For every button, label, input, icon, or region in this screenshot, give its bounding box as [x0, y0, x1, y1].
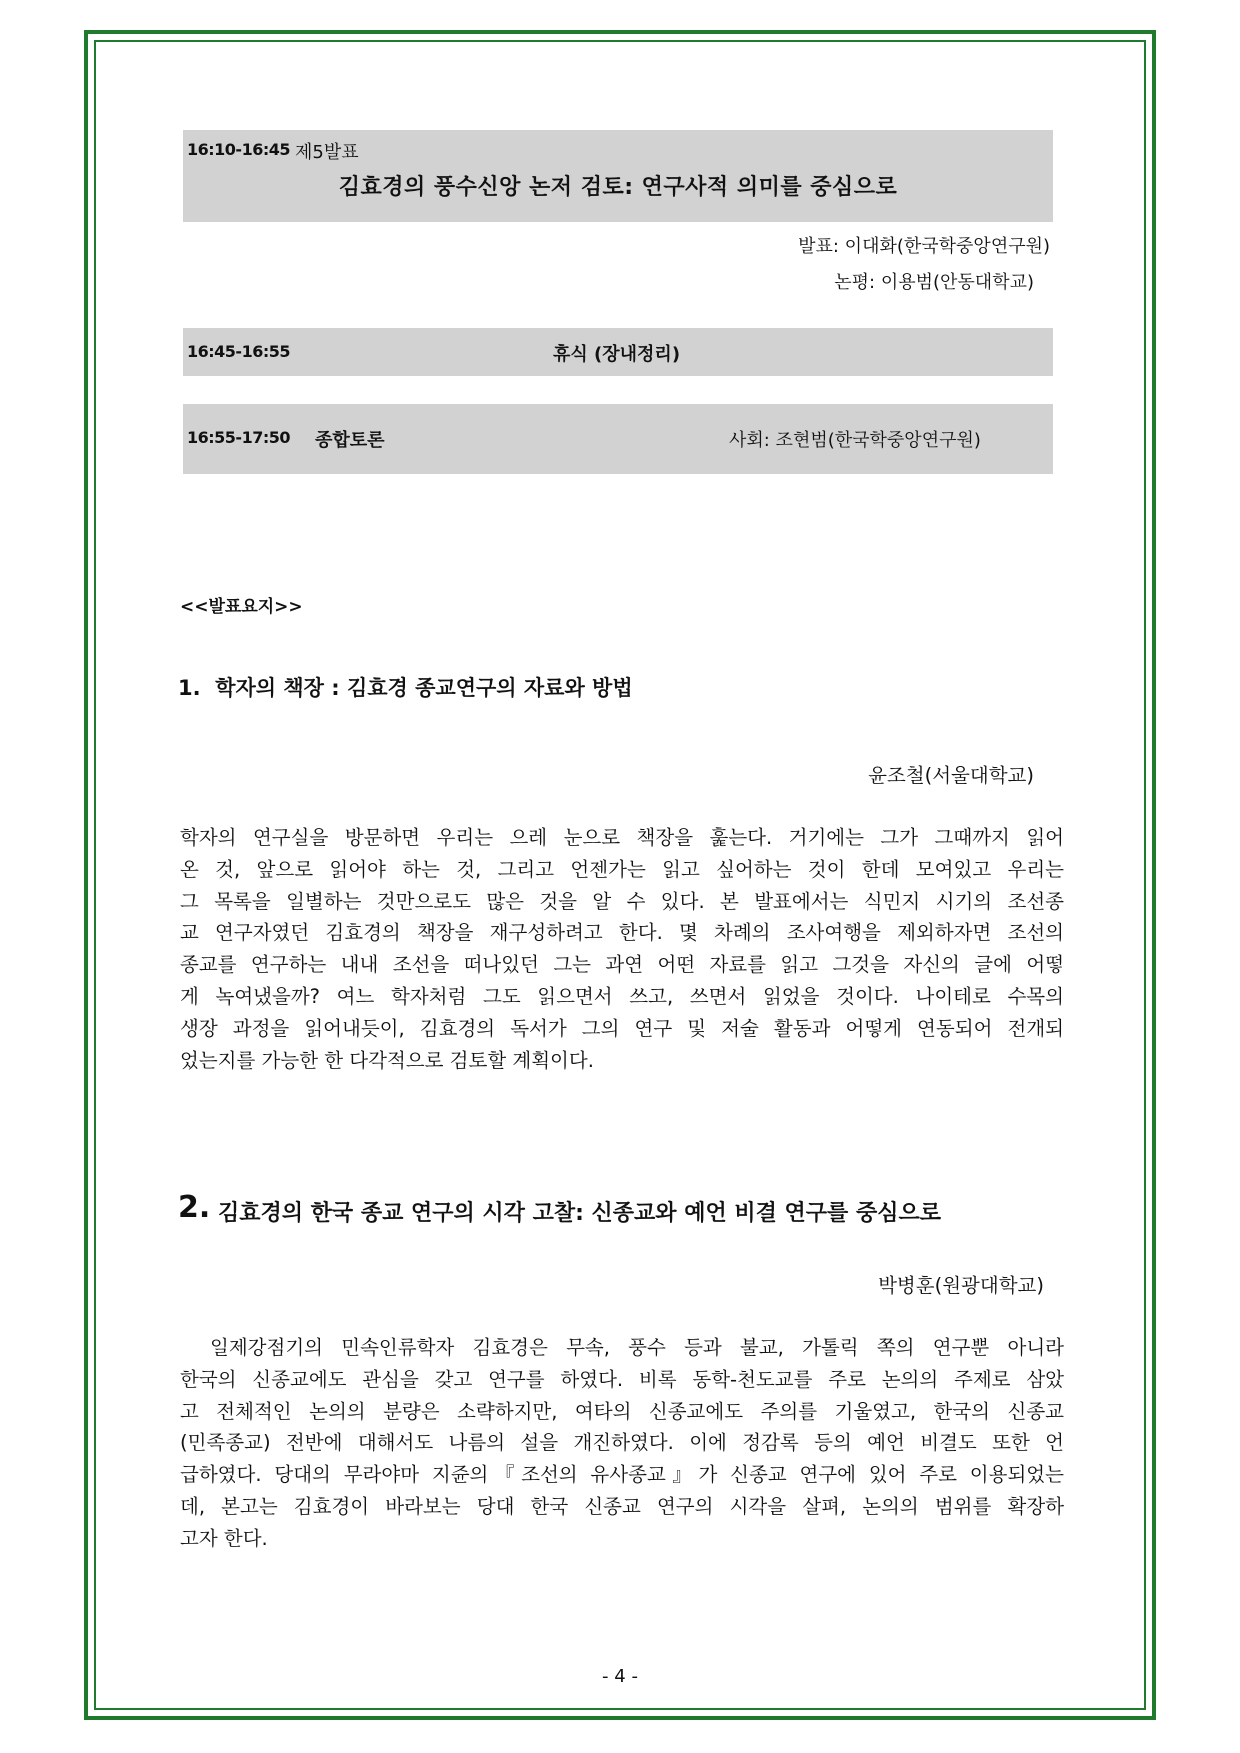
paragraph-line: 급하였다. 당대의 무라야마 지쥰의『조선의 유사종교』가 신종교 연구에 있어 주로 이용되었는: [180, 1463, 1064, 1487]
break-block: [183, 328, 1053, 376]
paragraph-line: 고 전체적인 논의의 분량은 소략하지만, 여타의 신종교에도 주의를 기울였고, 한국의 신종교: [180, 1399, 1064, 1423]
paragraph-line: 종교를 연구하는 내내 조선을 떠나있던 그는 과연 어떤 자료를 읽고 그것을 자신의 글에 어떻: [180, 953, 1064, 977]
paragraph-line: 한국의 신종교에도 관심을 갖고 연구를 하였다. 비록 동학-천도교를 주로 논의의 주제로 삼았: [180, 1367, 1064, 1391]
discussion-time: 16:55-17:50: [187, 428, 290, 447]
paragraph-line: (민족종교) 전반에 대해서도 나름의 설을 개진하였다. 이에 정감록 등의 예언 비결도 또한 언: [180, 1431, 1064, 1455]
session5-time: 16:10-16:45: [187, 140, 290, 159]
break-title: 휴식 (장내정리): [553, 344, 681, 365]
session5-title: 김효경의 풍수신앙 논저 검토: 연구사적 의미를 중심으로: [338, 175, 898, 200]
discussion-block: [183, 404, 1053, 474]
paragraph-line: 교 연구자였던 김효경의 책장을 재구성하려고 한다. 몇 차례의 조사여행을 제외하자면 조선의: [180, 921, 1064, 945]
paragraph-line: 온 것, 앞으로 읽어야 하는 것, 그리고 언젠가는 읽고 싶어하는 것이 한데 모여있고 우리는: [180, 857, 1064, 881]
session5-label: 제5발표: [295, 142, 359, 163]
section2-number: 2.: [178, 1190, 211, 1225]
section1-author: 윤조철(서울대학교): [868, 764, 1034, 787]
paragraph-line: 일제강점기의 민속인류학자 김효경은 무속, 풍수 등과 불교, 가톨릭 쪽의 연구뿐 아니라: [210, 1336, 1064, 1359]
section2-author: 박병훈(원광대학교): [878, 1274, 1044, 1297]
section1-paragraph: [180, 822, 1064, 1076]
paragraph-line: 고자 한다.: [180, 1526, 268, 1550]
section2-paragraph: [180, 1332, 1064, 1555]
session5-discussant: 논평: 이용범(안동대학교): [834, 272, 1034, 293]
session5-block: [183, 130, 1053, 222]
paragraph-line: 게 녹여냈을까? 여느 학자처럼 그도 읽으면서 쓰고, 쓰면서 읽었을 것이다. 나이테로 수목의: [180, 984, 1064, 1008]
discussion-title: 종합토론: [315, 430, 385, 451]
summary-heading: <<발표요지>>: [180, 597, 303, 617]
page-number: - 4 -: [602, 1666, 638, 1687]
session5-presenter: 발표: 이대화(한국학중앙연구원): [798, 236, 1050, 257]
paragraph-line: 데, 본고는 김효경이 바라보는 당대 한국 신종교 연구의 시각을 살펴, 논의의 범위를 확장하: [180, 1494, 1064, 1518]
section1-heading: 1. 학자의 책장 : 김효경 종교연구의 자료와 방법: [178, 676, 633, 700]
paragraph-line: 그 목록을 일별하는 것만으로도 많은 것을 알 수 있다. 본 발표에서는 식민지 시기의 조선종: [180, 889, 1064, 913]
section2-heading: 김효경의 한국 종교 연구의 시각 고찰: 신종교와 예언 비결 연구를 중심으로: [218, 1201, 941, 1226]
paragraph-line: 학자의 연구실을 방문하면 우리는 으레 눈으로 책장을 훑는다. 거기에는 그가 그때까지 읽어: [180, 826, 1064, 849]
paragraph-line: 었는지를 가능한 한 다각적으로 검토할 계획이다.: [180, 1048, 594, 1072]
paragraph-line: 생장 과정을 읽어내듯이, 김효경의 독서가 그의 연구 및 저술 활동과 어떻게 연동되어 전개되: [180, 1016, 1064, 1040]
discussion-moderator: 사회: 조현범(한국학중앙연구원): [729, 430, 981, 451]
break-time: 16:45-16:55: [187, 342, 290, 361]
